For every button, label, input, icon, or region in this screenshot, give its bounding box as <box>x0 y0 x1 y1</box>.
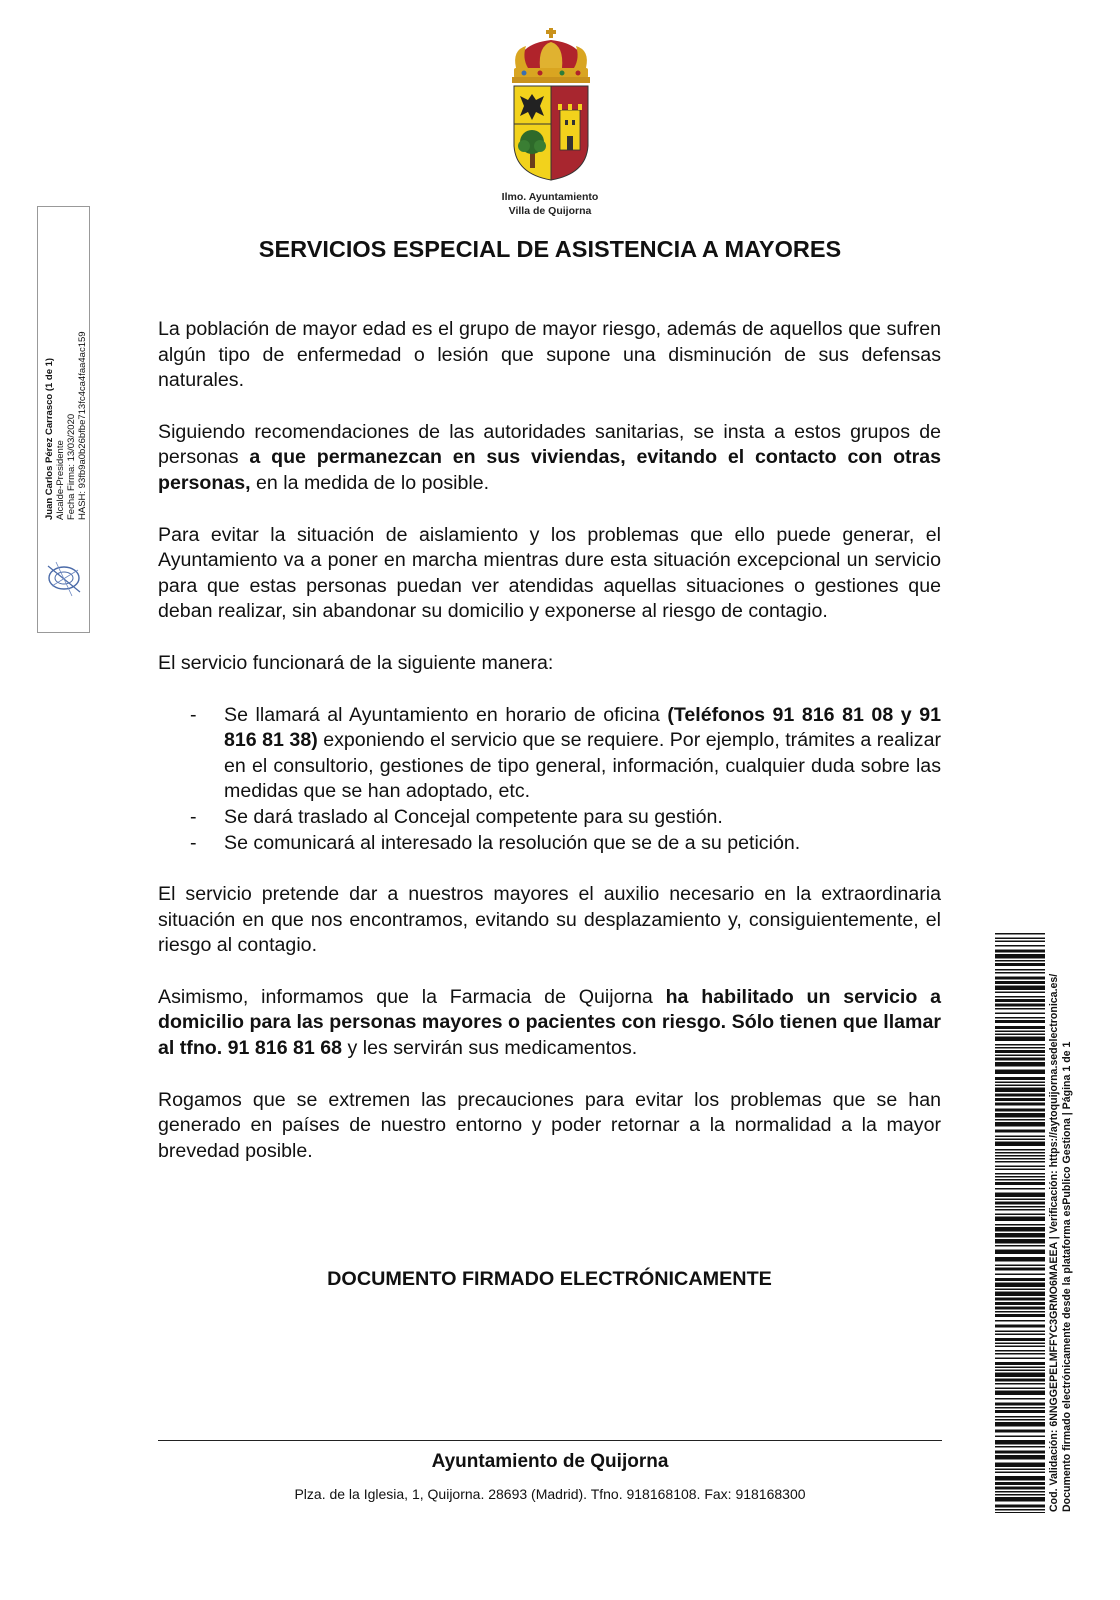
barcode-bar <box>995 1047 1045 1049</box>
paragraph-4: El servicio funcionará de la siguiente manera: <box>158 651 554 674</box>
barcode-bar <box>995 969 1045 971</box>
paragraph-6-text-a: Asimismo, informamos que la Farmacia de Quijorna <box>158 985 666 1008</box>
barcode-bar <box>995 1302 1045 1305</box>
barcode-bar <box>995 1383 1045 1385</box>
barcode-bar <box>995 1398 1045 1400</box>
list-item-1-text-c: exponiendo el servicio que se requiere. Por ejemplo, trámites a realizar en el consultorio, gestiones de tipo general, información, cualquier duda sobre las medidas que se han adoptado, etc. <box>224 729 941 803</box>
paragraph-1: La población de mayor edad es el grupo de mayor riesgo, además de aquellos que sufren algún tipo de enfermedad o lesión que supone una disminución de sus defensas naturales. <box>158 318 941 392</box>
barcode-bar <box>995 1182 1045 1185</box>
list-item <box>158 703 941 805</box>
barcode-bar <box>995 996 1045 998</box>
barcode-bar <box>995 1436 1045 1438</box>
issuer-name <box>440 190 660 218</box>
list-item: - Se dará traslado al Concejal competente para su gestión. <box>158 805 941 831</box>
barcode-bar <box>995 1362 1045 1365</box>
list-item: - Se comunicará al interesado la resolución que se de a su petición. <box>158 831 941 857</box>
barcode-bar <box>995 1037 1045 1042</box>
barcode-bar <box>995 933 1045 935</box>
barcode-bar <box>995 1094 1045 1097</box>
barcode-bar <box>995 1476 1045 1481</box>
barcode-bar <box>995 1142 1045 1147</box>
barcode-bar <box>995 977 1045 980</box>
barcode-bar <box>995 1044 1045 1046</box>
barcode-bar <box>995 950 1045 953</box>
barcode-bar <box>995 1026 1045 1029</box>
paragraph-2-text-c: en la medida de lo posible. <box>250 471 490 494</box>
barcode-bar <box>995 954 1045 959</box>
barcode-bar <box>995 1233 1045 1238</box>
signature-hash: HASH: 93fb9a0b26bfbe713fc4ca4faa4ac159 <box>77 331 88 520</box>
barcode-bar <box>995 1403 1045 1406</box>
paragraph-2-bold: a que permanezcan en sus viviendas, evitando el contacto con otras personas, <box>158 446 941 494</box>
barcode-bar <box>995 1268 1045 1271</box>
signature-date: Fecha Firma: 13/03/2020 <box>66 413 77 520</box>
barcode-bar <box>995 972 1045 974</box>
barcode-bar <box>995 1278 1045 1281</box>
barcode-bar <box>995 1463 1045 1468</box>
barcode-bar <box>995 1250 1045 1255</box>
barcode-bar <box>995 1320 1045 1322</box>
footer-address: Plza. de la Iglesia, 1, Quijorna. 28693 (Madrid). Tfno. 918168108. Fax: 918168300 <box>294 1486 806 1502</box>
barcode-bar <box>995 1158 1045 1160</box>
barcode-bar <box>995 1077 1045 1080</box>
paragraph-6 <box>158 985 941 1062</box>
barcode-bar <box>995 1113 1045 1118</box>
barcode-bar <box>995 1419 1045 1421</box>
service-steps-list <box>158 703 941 857</box>
shield-icon <box>514 86 588 180</box>
barcode-bar <box>995 1239 1045 1244</box>
barcode-bar <box>995 1358 1045 1360</box>
barcode-bar <box>995 1292 1045 1297</box>
barcode-bar <box>995 963 1045 966</box>
barcode-bar <box>995 1199 1045 1201</box>
barcode-bar <box>995 1034 1045 1036</box>
barcode-bar <box>995 1050 1045 1053</box>
barcode-bar <box>995 1422 1045 1427</box>
barcode-bar <box>995 1455 1045 1460</box>
barcode-bar <box>995 1494 1045 1496</box>
barcode-bar <box>995 1169 1045 1171</box>
verification-platform: Documento firmado electrónicamente desde la plataforma esPublico Gestiona | Página 1 de 1 <box>1060 1041 1073 1512</box>
barcode-bar <box>995 981 1045 984</box>
barcode-bar <box>995 1166 1045 1168</box>
verification-code: Cod. Validación: 6NNGGEPELMFFYC3GRMO6MAEEA | Verificación: https://aytoquijorna.sedelectronica.es/ <box>1048 973 1060 1512</box>
paragraph-7: Rogamos que se extremen las precauciones para evitar los problemas que se han generado en países de nuestro entorno y poder retornar a la normalidad a la mayor brevedad posible. <box>158 1088 941 1162</box>
barcode-bar <box>995 1013 1045 1015</box>
list-item-1-phones: (Teléfonos 91 816 81 08 y 91 816 81 38) <box>224 703 941 752</box>
barcode-bar <box>995 1311 1045 1313</box>
barcode-bar <box>995 1245 1045 1247</box>
barcode-bar <box>995 1209 1045 1211</box>
barcode-bar <box>995 1031 1045 1033</box>
barcode-bar <box>995 1283 1045 1288</box>
barcode-bar <box>995 1161 1045 1163</box>
barcode-bar <box>995 1440 1045 1445</box>
barcode-bar <box>995 1343 1045 1345</box>
document-body <box>158 317 941 1190</box>
barcode-bar <box>995 1227 1045 1232</box>
paragraph-6-text-c: y les servirán sus medicamentos. <box>342 1037 638 1060</box>
barcode-bar <box>995 1202 1045 1205</box>
coat-of-arms-icon <box>510 28 592 188</box>
barcode-bar <box>995 1298 1045 1301</box>
paragraph-3: Para evitar la situación de aislamiento y los problemas que ello puede generar, el Ayuntamiento va a poner en marcha mientras dure esta situación excepcional un servicio para que estas personas puedan ver atendidas aquellas situaciones o gestiones que deban realizar, sin abandonar su domicilio y exponerse al riesgo de contagio. <box>158 523 941 623</box>
barcode-bar <box>995 1152 1045 1154</box>
barcode-bar <box>995 1109 1045 1112</box>
barcode-bar <box>995 1020 1045 1023</box>
barcode-bar <box>995 1482 1045 1485</box>
barcode-bar <box>995 1331 1045 1333</box>
barcode-bar <box>995 960 1045 962</box>
barcode-bar <box>995 1070 1045 1075</box>
barcode-bar <box>995 1416 1045 1418</box>
issuer-line-2: Villa de Quijorna <box>508 205 592 217</box>
barcode-bar <box>995 1505 1045 1508</box>
document-title: SERVICIOS ESPECIAL DE ASISTENCIA A MAYORES <box>258 236 842 262</box>
barcode-bar <box>995 1017 1045 1019</box>
barcode-bar <box>995 1367 1045 1369</box>
barcode-bar <box>995 1430 1045 1433</box>
barcode-bar <box>995 1410 1045 1413</box>
barcode-bar <box>995 1391 1045 1396</box>
signature-stamp-text <box>44 120 88 520</box>
barcode-bar <box>995 999 1045 1002</box>
barcode-bar <box>995 938 1045 940</box>
paragraph-2-text-a: Siguiendo recomendaciones de las autoridades sanitarias, se insta a estos grupos de personas <box>158 420 941 469</box>
barcode-bar <box>995 1088 1045 1093</box>
barcode-bar <box>995 1098 1045 1101</box>
list-item-1-text-a: Se llamará al Ayuntamiento en horario de oficina <box>224 703 668 726</box>
barcode-bar <box>995 1325 1045 1328</box>
barcode-bar <box>995 1058 1045 1061</box>
paragraph-2 <box>158 420 941 497</box>
signer-name: Juan Carlos Pérez Carrasco (1 de 1) <box>44 357 55 520</box>
digital-seal-icon <box>42 556 86 600</box>
barcode-bar <box>995 1289 1045 1291</box>
barcode-bar <box>995 1004 1045 1007</box>
barcode-bar <box>995 1119 1045 1121</box>
barcode-bar <box>995 1193 1045 1198</box>
barcode-bar <box>995 1257 1045 1262</box>
barcode-bar <box>995 1055 1045 1057</box>
barcode-bar <box>995 1103 1045 1106</box>
barcode-bar <box>995 1509 1045 1511</box>
barcode-bar <box>995 1188 1045 1190</box>
barcode-bar <box>995 1085 1045 1087</box>
barcode-bar <box>995 1338 1045 1341</box>
barcode-bar <box>995 986 1045 991</box>
signer-role: Alcalde-Presidente <box>55 440 66 520</box>
barcode-bar <box>995 1373 1045 1378</box>
barcode-bar <box>995 1139 1045 1141</box>
barcode-bar <box>995 941 1045 943</box>
barcode-bar <box>995 1130 1045 1133</box>
barcode-bar <box>995 1388 1045 1390</box>
barcode-bar <box>995 1062 1045 1067</box>
barcode-bar <box>995 1217 1045 1222</box>
barcode-bar <box>995 1082 1045 1084</box>
barcode-bar <box>995 1274 1045 1276</box>
barcode-bar <box>995 1469 1045 1471</box>
barcode-bar <box>995 1307 1045 1310</box>
paragraph-6-bold: ha habilitado un servicio a domicilio para las personas mayores o pacientes con riesgo. Sólo tienen que llamar al tfno. 91 816 81 68 <box>158 985 941 1060</box>
crown-icon <box>512 28 590 83</box>
barcode-bar <box>995 1451 1045 1454</box>
issuer-line-1: Ilmo. Ayuntamiento <box>501 191 599 203</box>
barcode-bar <box>995 1353 1045 1355</box>
barcode-icon <box>995 933 1045 1513</box>
barcode-bar <box>995 1446 1045 1448</box>
barcode-bar <box>995 1179 1045 1181</box>
barcode-bar <box>995 1136 1045 1138</box>
barcode-bar <box>995 1206 1045 1208</box>
verification-text <box>1048 952 1073 1512</box>
barcode-bar <box>995 1407 1045 1409</box>
barcode-bar <box>995 1008 1045 1010</box>
barcode-bar <box>995 1379 1045 1382</box>
barcode-bar <box>995 1487 1045 1490</box>
barcode-bar <box>995 1155 1045 1157</box>
barcode-bar <box>995 1224 1045 1226</box>
barcode-bar <box>995 1176 1045 1178</box>
footer-organization: Ayuntamiento de Quijorna <box>431 1451 669 1472</box>
barcode-bar <box>995 1472 1045 1474</box>
barcode-bar <box>995 1497 1045 1502</box>
barcode-bar <box>995 1122 1045 1127</box>
barcode-bar <box>995 1370 1045 1372</box>
barcode-bar <box>995 1314 1045 1317</box>
barcode-bar <box>995 1491 1045 1493</box>
barcode-bar <box>995 945 1045 947</box>
paragraph-5: El servicio pretende dar a nuestros mayores el auxilio necesario en la extraordinaria situación en que nos encontramos, evitando su desplazamiento y, consiguientemente, el riesgo al contagio. <box>158 883 941 957</box>
barcode-bar <box>995 1214 1045 1216</box>
footer-divider <box>158 1440 942 1441</box>
barcode-bar <box>995 1346 1045 1348</box>
barcode-bar <box>995 992 1045 994</box>
barcode-bar <box>995 1350 1045 1352</box>
barcode-bar <box>995 1265 1045 1267</box>
signed-electronically-notice: DOCUMENTO FIRMADO ELECTRÓNICAMENTE <box>327 1268 772 1290</box>
barcode-bar <box>995 1173 1045 1175</box>
barcode-bar <box>995 1334 1045 1336</box>
barcode-bar <box>995 1149 1045 1151</box>
barcode-bar <box>995 1512 1045 1513</box>
